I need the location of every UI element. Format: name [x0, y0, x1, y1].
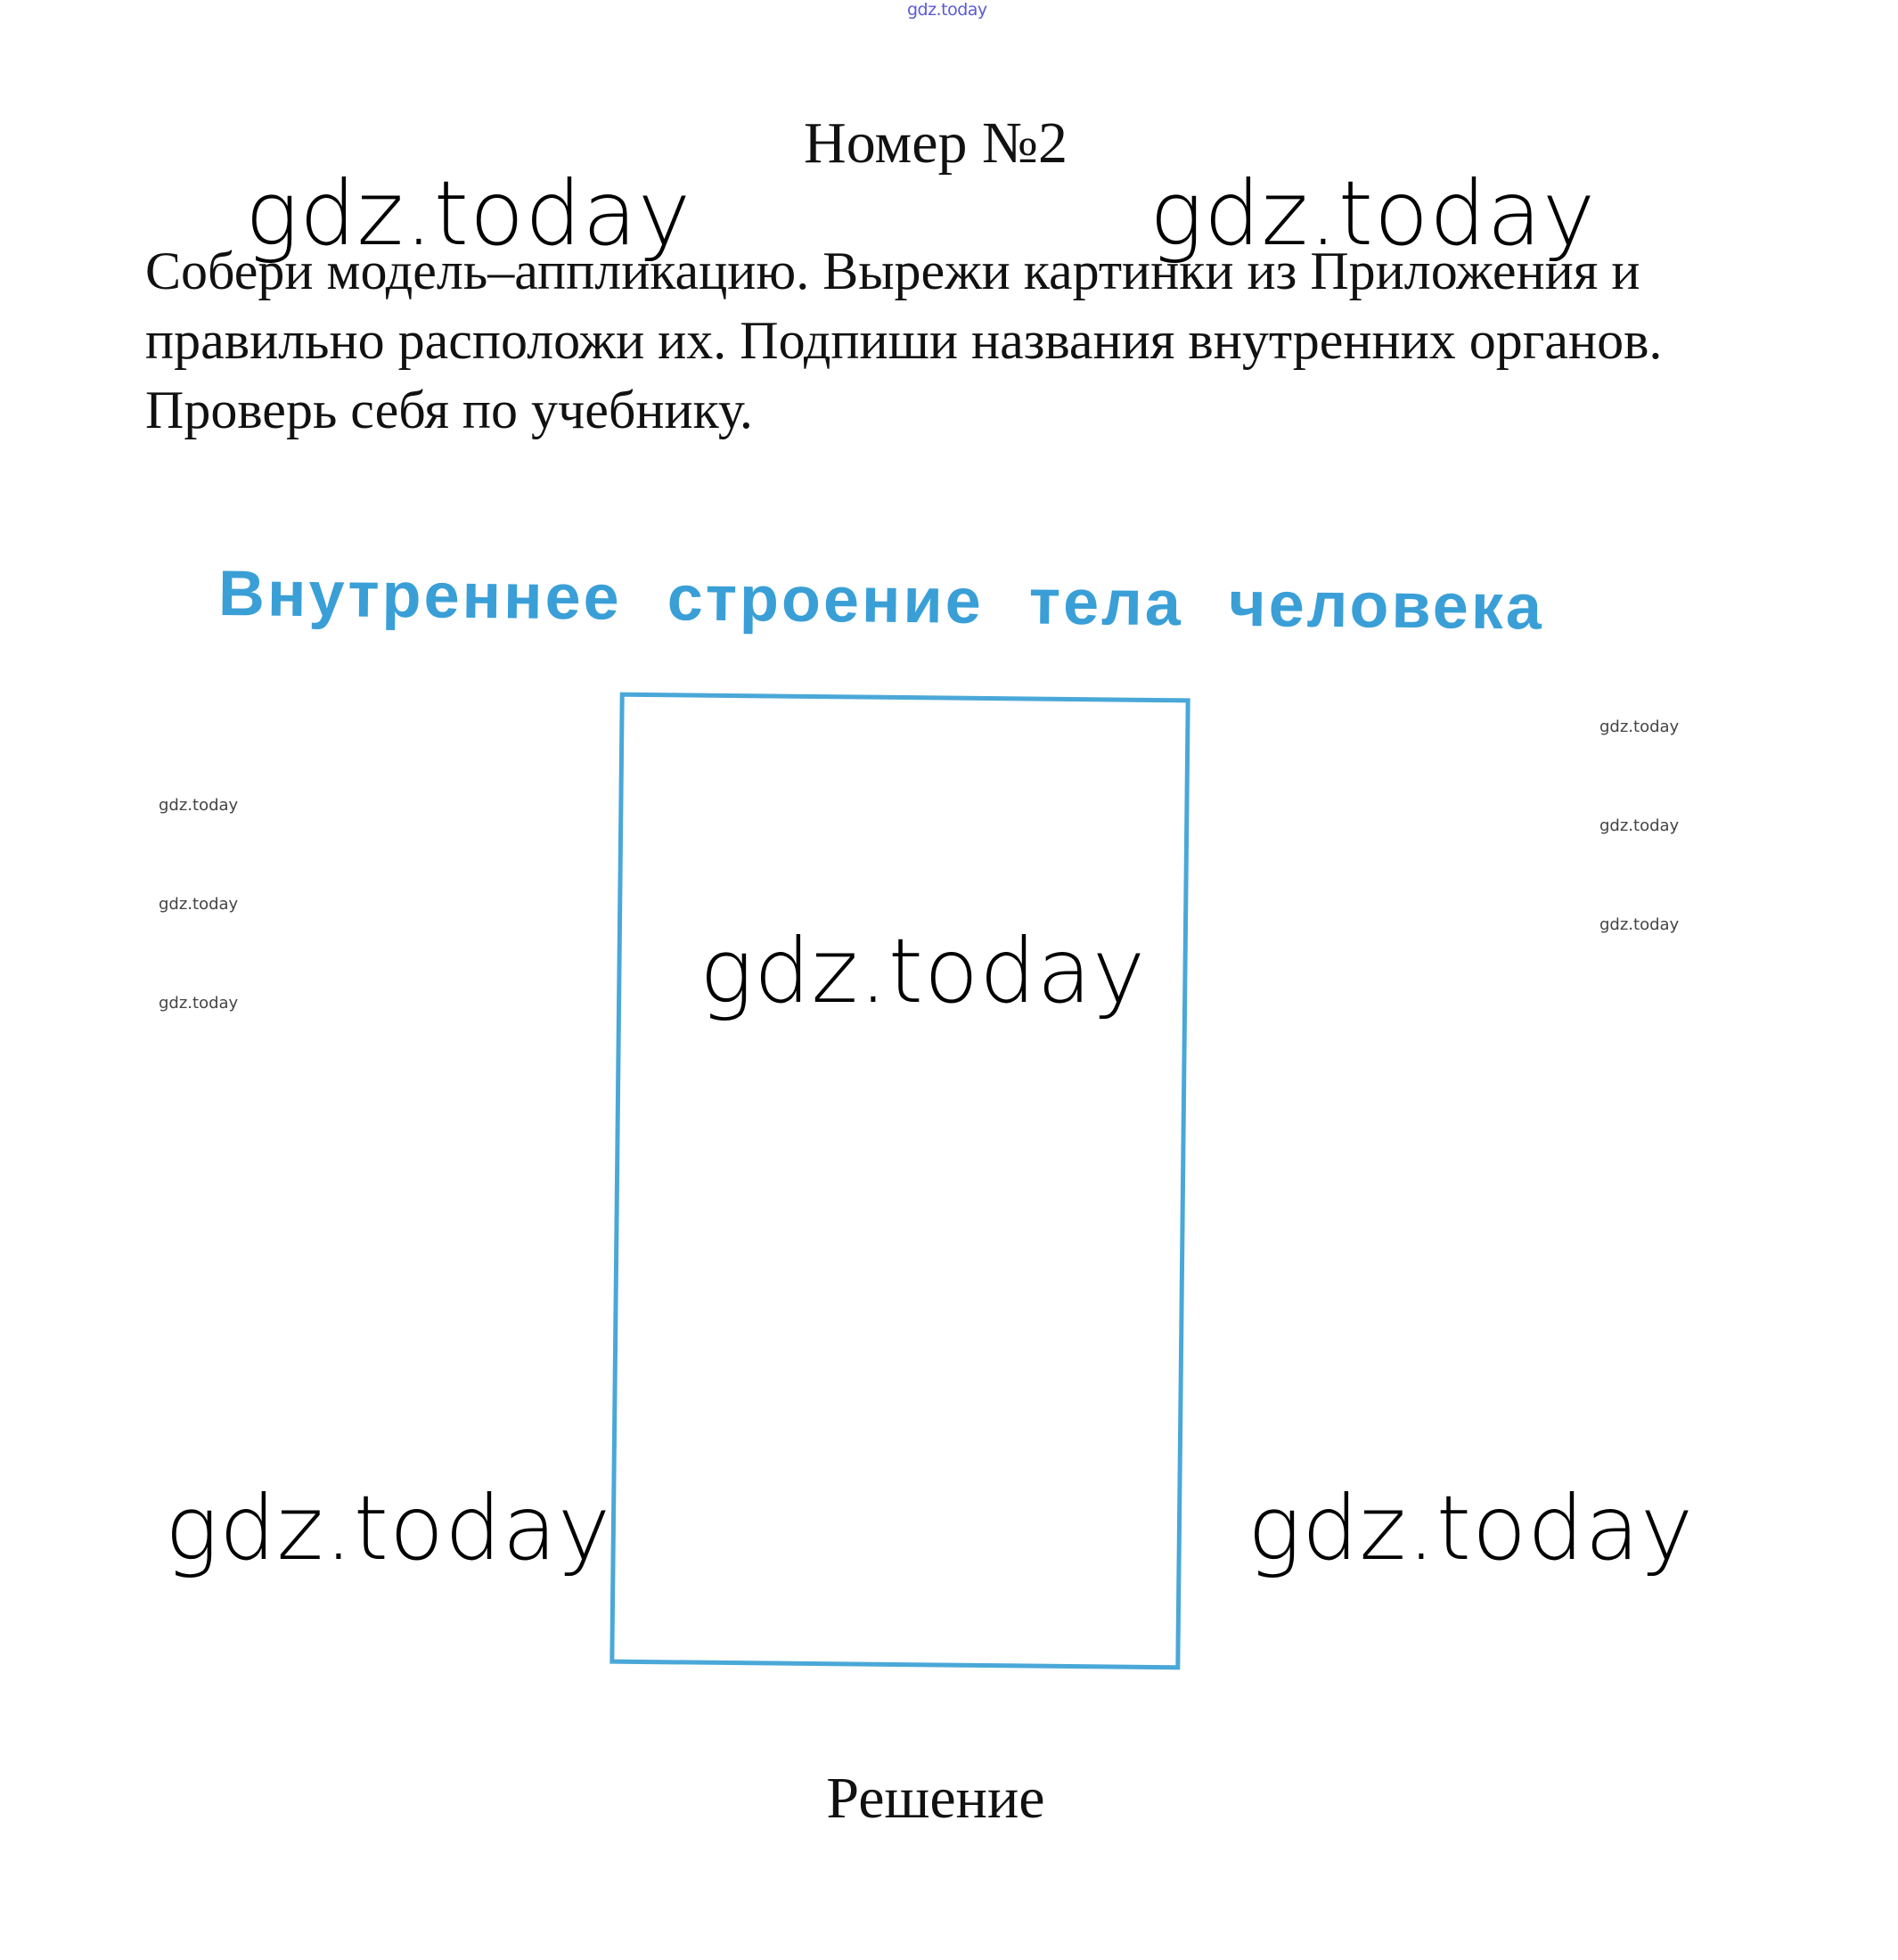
- watermark: gdz.today: [1149, 161, 1597, 266]
- watermark: gdz.today: [245, 161, 692, 266]
- watermark: gdz.today: [165, 1476, 612, 1580]
- watermark-small: gdz.today: [1599, 816, 1680, 835]
- solution-label: Решение: [826, 1766, 1045, 1831]
- body-model-frame: [609, 693, 1190, 1670]
- watermark-small: gdz.today: [1599, 718, 1680, 736]
- watermark-small: gdz.today: [159, 895, 239, 914]
- watermark: gdz.today: [1248, 1476, 1695, 1580]
- site-mark: gdz.today: [907, 0, 987, 20]
- watermark: gdz.today: [699, 919, 1147, 1023]
- task-number-title: Номер №2: [804, 111, 1068, 176]
- watermark-small: gdz.today: [1599, 915, 1680, 934]
- watermark-small: gdz.today: [159, 994, 239, 1013]
- watermark-small: gdz.today: [159, 796, 239, 815]
- figure-heading: Внутреннее строение тела человека: [217, 558, 1545, 644]
- task-instructions: Собери модель–аппликацию. Вырежи картинки из Приложения и правильно расположи их. Подпиши названия внутренних органов. Проверь себя по учебнику.: [145, 242, 1663, 439]
